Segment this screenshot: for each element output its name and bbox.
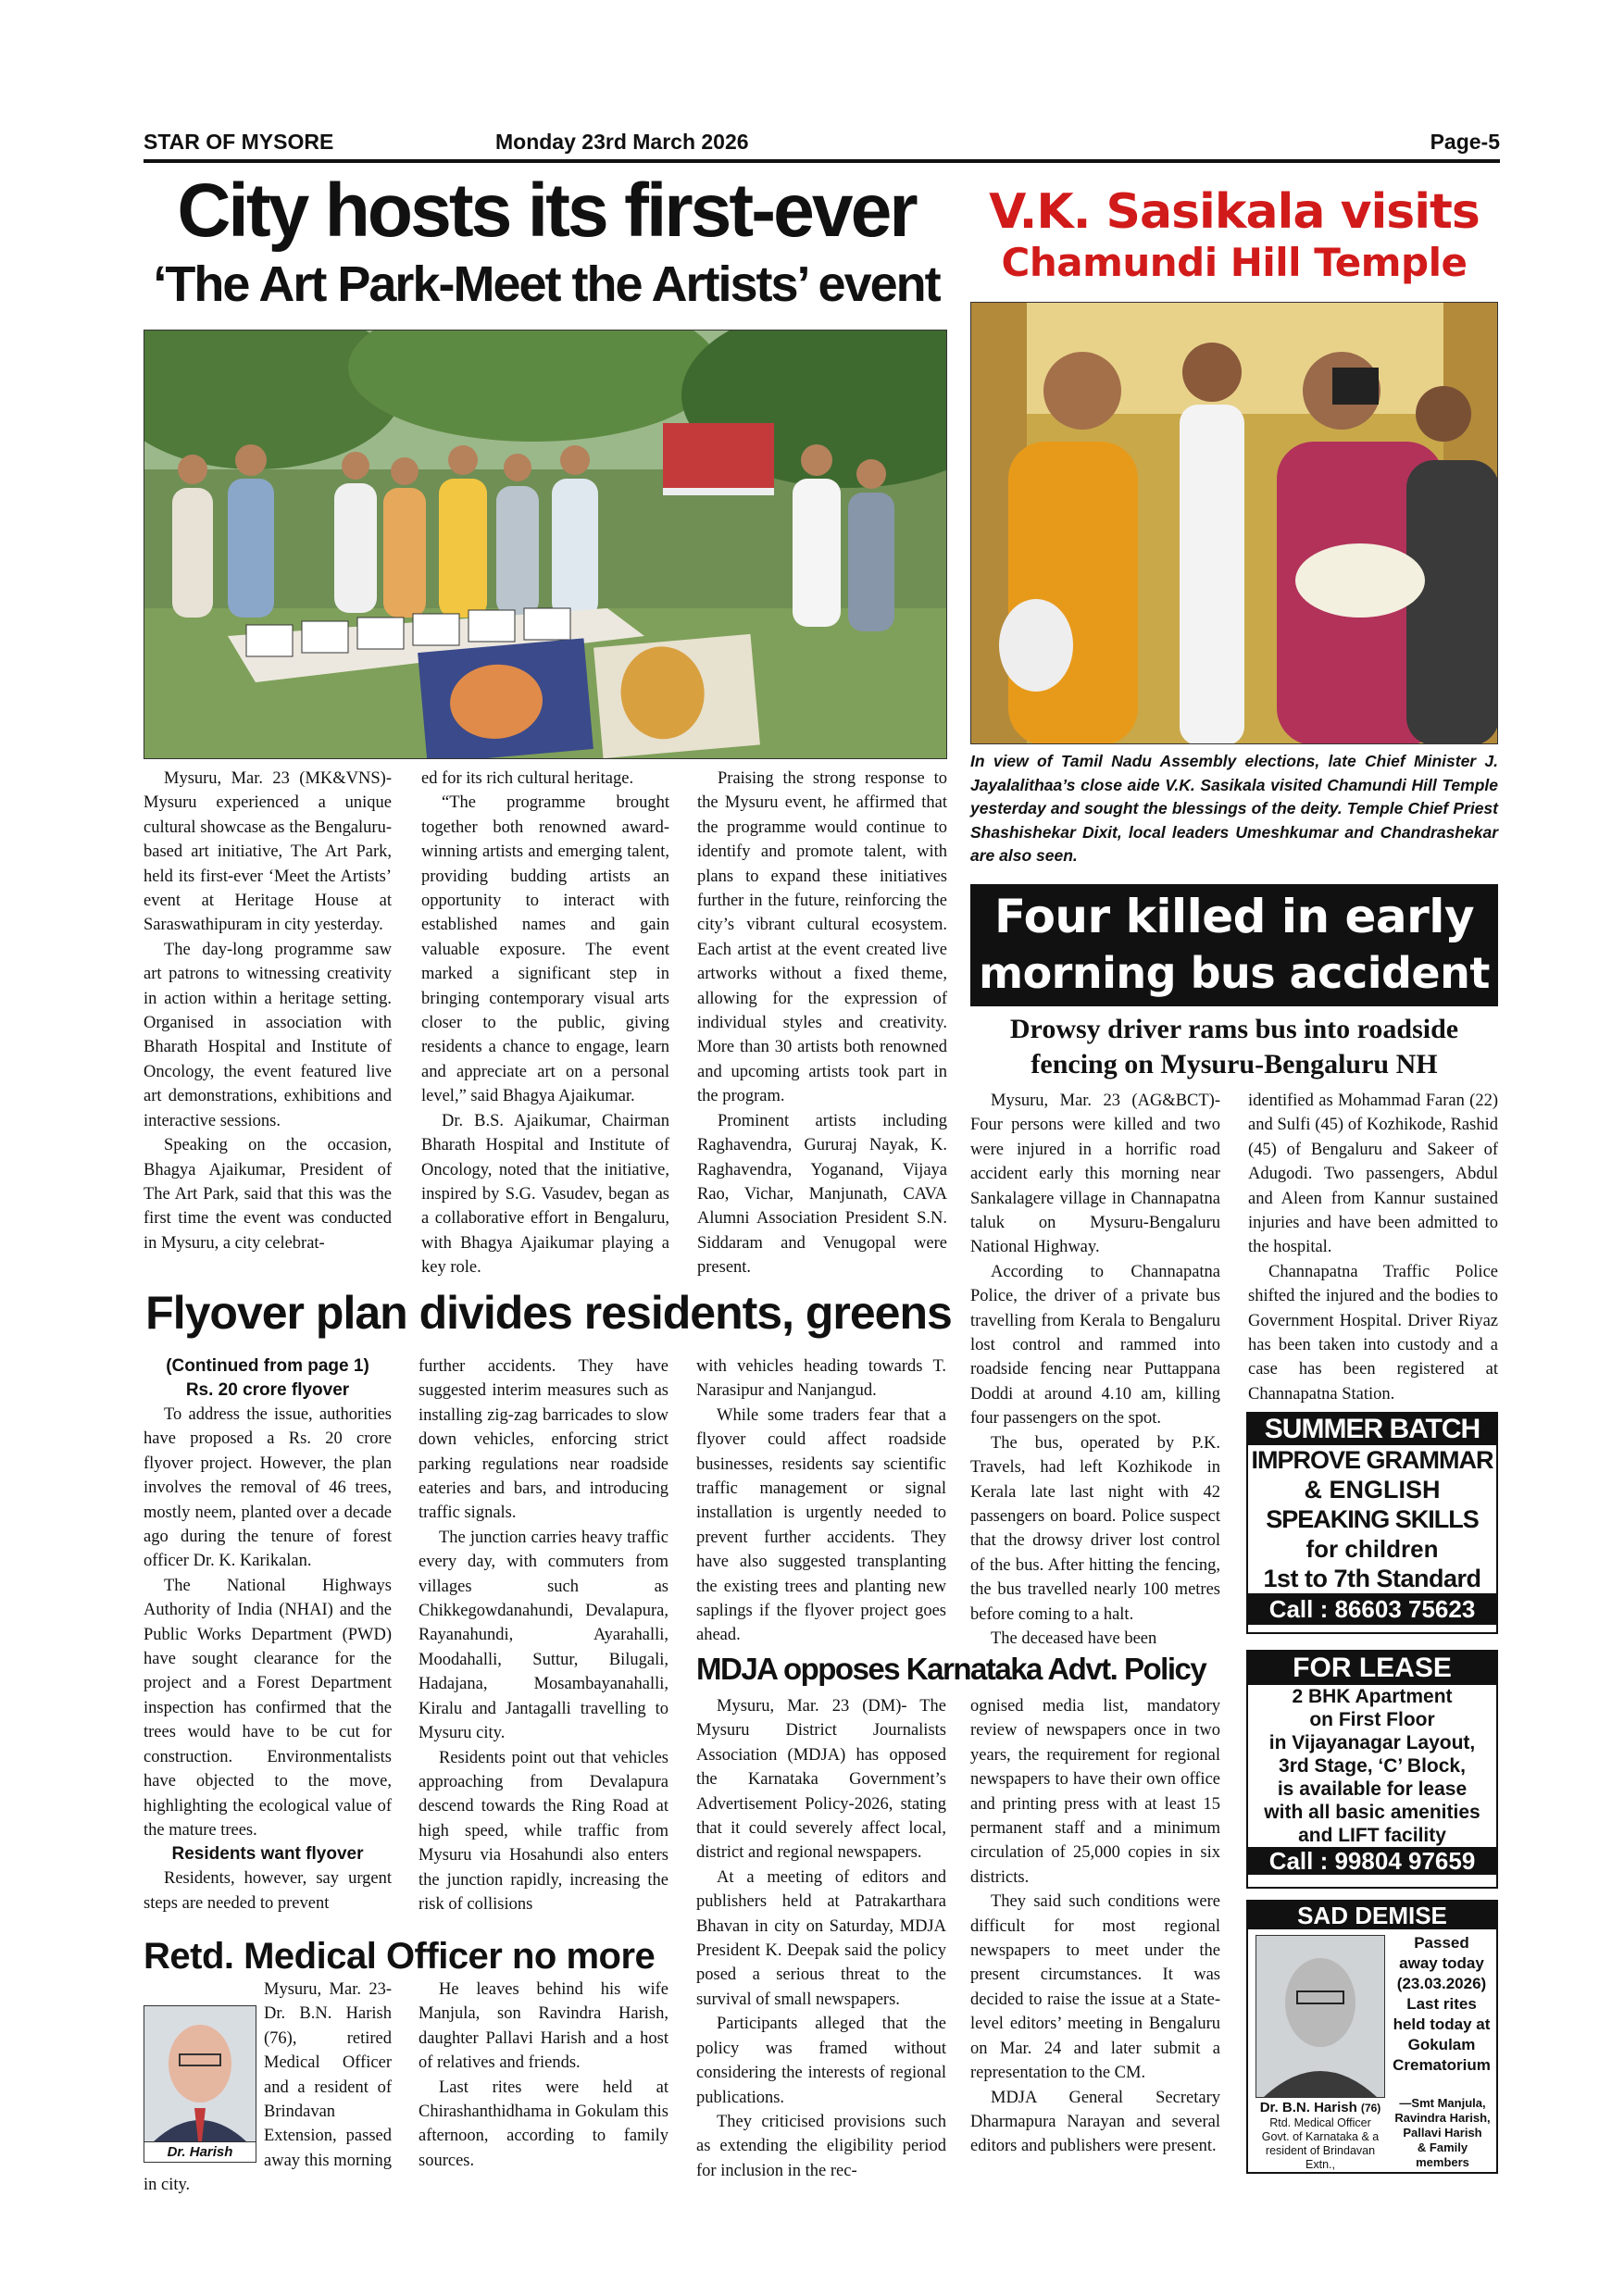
demise-family bbox=[1389, 2096, 1496, 2170]
mdja-para: MDJA General Secretary Dharmapura Narayan and several editors and publishers were present. bbox=[970, 2088, 1220, 2156]
mdja-para: At a meeting of editors and publishers held at Patrakarthara Bhavan in city on Saturday, MDJA President K. Deepak said the policy posed a serious threat to the survival of small newspapers. bbox=[696, 1867, 946, 2009]
bus-headline bbox=[970, 884, 1498, 1006]
sasikala-caption: In view of Tamil Nadu Assembly elections, late Chief Minister J. Jayalalithaa’s close aide V.K. Sasikala visited Chamundi Hill Temple yesterday and sought the blessings of the deity. Temple Chief Priest Shashishekar Dixit, local leaders Umeshkumar and Chandrashekar are also seen. bbox=[970, 752, 1498, 865]
art-para: Praising the strong response to the Mysuru event, he affirmed that the programme would continue to identify and promote talent, with plans to expand these initiatives further in the future, reinforcing the city’s vibrant cultural ecosystem. Each artist at the event created live artworks without a fixed theme, allowing for the expression of individual styles and creativity. More than 30 artists both renowned and upcoming artists took part in the program. bbox=[697, 769, 947, 1106]
summer-ad-line: 1st to 7th Standard bbox=[1263, 1565, 1481, 1592]
demise-detail: resident of Brindavan Extn., bbox=[1265, 2144, 1376, 2171]
sasikala-photo bbox=[970, 302, 1498, 744]
summer-ad-line: & ENGLISH bbox=[1304, 1476, 1441, 1504]
obit-photo-caption: Dr. Harish bbox=[144, 2141, 256, 2162]
flyover-para: with vehicles heading towards T. Narasipur and Nanjangud. bbox=[696, 1357, 946, 1401]
obit-photo-spacer bbox=[144, 2003, 264, 2163]
art-para: “The programme brought together both renowned award-winning artists and emerging talent, providing budding artists an opportunity to interact with established names and gain valuable exposure. The event marked a significant step in bringing contemporary visual arts closer to the public, giving residents a chance to engage, learn and appreciate art on a personal level,” said Bhagya Ajaikumar. bbox=[421, 793, 669, 1106]
sasikala-headline-line2: Chamundi Hill Temple bbox=[1001, 240, 1468, 285]
art-para: ed for its rich cultural heritage. bbox=[421, 769, 634, 788]
lease-ad-line: 3rd Stage, ‘C’ Block, bbox=[1279, 1755, 1466, 1777]
demise-family-line: Pallavi Harish bbox=[1403, 2126, 1482, 2140]
demise-line: Gokulam bbox=[1407, 2036, 1476, 2053]
lease-ad-line: in Vijayanagar Layout, bbox=[1268, 1732, 1476, 1753]
obit-col-2 bbox=[418, 1978, 668, 2173]
demise-name-block bbox=[1252, 2100, 1389, 2172]
demise-age: (76) bbox=[1360, 2102, 1381, 2115]
flyover-para: While some traders fear that a flyover could affect roadside businesses, residents say scientific traffic management or signal installation is urgently needed to prevent further accidents. They have also suggested transplanting the existing trees and planting new saplings if the flyover project goes ahead. bbox=[696, 1405, 946, 1645]
bus-col-1 bbox=[970, 1089, 1220, 1651]
issue-date: Monday 23rd March 2026 bbox=[495, 130, 749, 154]
lease-ad-line: 2 BHK Apartment bbox=[1292, 1686, 1453, 1707]
bus-para: The deceased have been bbox=[991, 1628, 1157, 1648]
sasikala-headline-line1: V.K. Sasikala visits bbox=[989, 184, 1480, 240]
bus-para: The bus, operated by P.K. Travels, had left Kozhikode in Kerala late last night with 42 passengers on board. Police suspect that the drowsy driver lost control of the bus. After hitting the fencing, the bus travelled nearly 100 metres before coming to a halt. bbox=[970, 1433, 1220, 1624]
flyover-para: To address the issue, authorities have proposed a Rs. 20 crore flyover project. However, the plan involves the removal of 46 trees, mostly neem, planted over a decade ago during the tenure of forest officer Dr. K. Karikalan. bbox=[144, 1405, 392, 1571]
demise-detail: Govt. of Karnataka & a bbox=[1261, 2130, 1380, 2143]
mdja-para: Mysuru, Mar. 23 (DM)- The Mysuru District Journalists Association (MDJA) has opposed the Karnataka Government’s Advertisement Policy-2026, stating that it could severely affect local, district and regional newspapers. bbox=[696, 1697, 946, 1863]
for-lease-ad bbox=[1246, 1650, 1498, 1889]
lease-ad-title: FOR LEASE bbox=[1248, 1652, 1496, 1685]
demise-line: Passed bbox=[1414, 1934, 1469, 1952]
lease-ad-line: on First Floor bbox=[1309, 1709, 1435, 1730]
bus-para: According to Channapatna Police, the driver of a private bus travelling from Kerala to Bengaluru lost control and rammed into roadside fencing near Puttappana Doddi at around 4.10 am, killing four passengers on the spot. bbox=[970, 1262, 1220, 1429]
demise-family-line: & Family bbox=[1417, 2140, 1468, 2154]
bus-para: Mysuru, Mar. 23 (AG&BCT)- Four persons were killed and two were injured in a horrific road accident early this morning near Sankalagere village in Channapatna taluk on Mysuru-Bengaluru National Highway. bbox=[970, 1092, 1220, 1257]
flyover-col-1 bbox=[144, 1354, 392, 1915]
flyover-headline: Flyover plan divides residents, greens bbox=[145, 1287, 952, 1339]
demise-line: away today bbox=[1399, 1954, 1484, 1972]
summer-ad-line: for children bbox=[1305, 1535, 1439, 1563]
mdja-col-1 bbox=[696, 1694, 946, 2183]
mdja-headline: MDJA opposes Karnataka Advt. Policy bbox=[696, 1652, 1206, 1686]
bus-subheadline bbox=[970, 1012, 1498, 1082]
lease-ad-line: with all basic amenities bbox=[1264, 1802, 1480, 1823]
art-para: Prominent artists including Raghavendra, Gururaj Nayak, K. Raghavendra, Yoganand, Vijaya Rao, Vichar, Manjunath, CAVA Alumni Association President S.N. Siddaram and Venugopal were present. bbox=[697, 1111, 947, 1278]
demise-line: Last rites bbox=[1406, 1995, 1477, 2013]
summer-ad-line: SPEAKING SKILLS bbox=[1266, 1505, 1479, 1533]
flyover-para: The National Highways Authority of India (NHAI) and the Public Works Department (PWD) have sought clearance for the project and a Forest Department inspection has confirmed that the trees would have to be cut for construction. Environmentalists have objected to the move, highlighting the ecological value of the mature trees. bbox=[144, 1576, 392, 1840]
sasikala-headline bbox=[970, 185, 1498, 287]
obit-para: Mysuru, Mar. 23- Dr. B.N. Harish (76), retired Medical Officer and a resident of Brindavan Extension, passed away this morning in city. bbox=[144, 1980, 392, 2195]
flyover-col-3 bbox=[696, 1354, 946, 1648]
flyover-para: Residents, however, say urgent steps are needed to prevent bbox=[144, 1869, 392, 1913]
obit-para: He leaves behind his wife Manjula, son Ravindra Harish, daughter Pallavi Harish and a host of relatives and friends. bbox=[418, 1980, 668, 2073]
art-subheadline: ‘The Art Park-Meet the Artists’ event bbox=[153, 256, 940, 312]
art-park-photo bbox=[144, 330, 947, 759]
mdja-para: Participants alleged that the policy was framed without considering the interests of regional publications. bbox=[696, 2015, 946, 2107]
flyover-para: Residents point out that vehicles approaching from Devalapura descend towards the Ring Road at high speed, while traffic from Mysuru via Hosahundi also enters the junction rapidly, increasing the risk of collisions bbox=[418, 1748, 668, 1914]
bus-sub-line1: Drowsy driver rams bus into roadside bbox=[1009, 1014, 1459, 1044]
paper-name: STAR OF MYSORE bbox=[144, 130, 334, 154]
lease-ad-line: is available for lease bbox=[1277, 1778, 1468, 1800]
demise-ad-title: SAD DEMISE bbox=[1248, 1902, 1496, 1929]
demise-family-line: Ravindra Harish, bbox=[1394, 2111, 1491, 2125]
demise-name-row bbox=[1252, 2100, 1389, 2116]
summer-ad-phone: Call : 86603 75623 bbox=[1248, 1593, 1496, 1625]
continued-note: (Continued from page 1) bbox=[166, 1356, 369, 1376]
demise-right-text bbox=[1387, 1933, 1496, 2076]
demise-line: held today at bbox=[1393, 2015, 1491, 2033]
demise-line: (23.03.2026) bbox=[1396, 1975, 1487, 1992]
demise-name: Dr. B.N. Harish bbox=[1259, 2100, 1357, 2115]
sad-demise-ad bbox=[1246, 1900, 1498, 2174]
flyover-subhead-1: Rs. 20 crore flyover bbox=[185, 1380, 350, 1400]
mdja-col-2 bbox=[970, 1694, 1220, 2159]
mdja-para: They said such conditions were difficult for most regional newspapers to meet under the present circumstances. It was decided to raise the issue at a State-level editors’ meeting in Bengaluru on Mar. 24 and later submit a representation to the CM. bbox=[970, 1892, 1220, 2083]
demise-family-line: members bbox=[1416, 2155, 1469, 2169]
art-para: Dr. B.S. Ajaikumar, Chairman Bharath Hospital and Institute of Oncology, noted that the initiative, inspired by S.G. Vasudev, began as a collaborative effort in Bengaluru, with Bhagya Ajaikumar playing a key role. bbox=[421, 1111, 669, 1278]
art-col-2 bbox=[421, 767, 669, 1280]
lease-ad-phone: Call : 99804 97659 bbox=[1248, 1847, 1496, 1875]
obit-para: Last rites were held at Chirashanthidhama in Gokulam this afternoon, according to family sources. bbox=[418, 2078, 668, 2170]
demise-photo bbox=[1255, 1935, 1385, 2098]
mdja-para: ognised media list, mandatory review of newspapers once in two years, the requirement for regional newspapers to have their own office and printing press with at least 15 permanent staff and a minimum circulation of 25,000 copies in six districts. bbox=[970, 1697, 1220, 1887]
bus-headline-line1: Four killed in early bbox=[993, 890, 1475, 943]
flyover-para: The junction carries heavy traffic every day, with commuters from villages such as Chikkegowdanahundi, Devalapura, Rayanahundi, Ayarahalli, Moodahalli, Suttur, Bilugali, Hadajana, Mosambayanahalli, Kiralu and Jantagalli travelling to Mysuru city. bbox=[418, 1528, 668, 1743]
summer-batch-ad bbox=[1246, 1412, 1498, 1634]
art-para: Mysuru, Mar. 23 (MK&VNS)- Mysuru experienced a unique cultural showcase as the Bengaluru-based art initiative, The Art Park, held its first-ever ‘Meet the Artists’ event at Heritage House at Saraswathipuram in city yesterday. bbox=[144, 769, 392, 935]
bus-headline-line2: morning bus accident bbox=[979, 948, 1490, 998]
lease-ad-line: and LIFT facility bbox=[1298, 1825, 1446, 1846]
art-para: Speaking on the occasion, Bhagya Ajaikumar, President of The Art Park, said that this was the first time the event was conducted in Mysuru, a city celebrat- bbox=[144, 1136, 392, 1253]
demise-line: Crematorium bbox=[1393, 2056, 1491, 2074]
demise-family-line: —Smt Manjula, bbox=[1399, 2096, 1486, 2110]
bus-para: Channapatna Traffic Police shifted the injured and the bodies to Government Hospital. Driver Riyaz has been taken into custody and a case has been registered at Channapatna Station. bbox=[1248, 1262, 1498, 1404]
flyover-subhead-2: Residents want flyover bbox=[171, 1844, 364, 1865]
masthead bbox=[144, 128, 1500, 163]
page-number: Page-5 bbox=[1430, 130, 1500, 154]
art-col-3 bbox=[697, 767, 947, 1280]
summer-ad-title: SUMMER BATCH bbox=[1248, 1414, 1496, 1445]
art-col-1 bbox=[144, 767, 392, 1255]
bus-para: identified as Mohammad Faran (22) and Sulfi (45) of Kozhikode, Rashid (45) of Bengaluru and Sakeer of Adugodi. Two passengers, Abdul and Aleen from Kannur sustained injuries and have been admitted to the hospital. bbox=[1248, 1092, 1498, 1257]
obit-headline: Retd. Medical Officer no more bbox=[144, 1936, 656, 1977]
obit-col-1 bbox=[144, 1978, 392, 2198]
summer-ad-line: IMPROVE GRAMMAR bbox=[1251, 1446, 1493, 1474]
flyover-para: further accidents. They have suggested interim measures such as installing zig-zag barricades to slow down vehicles, enforcing strict parking regulations near roadside eateries and bars, and introducing traffic signals. bbox=[418, 1357, 668, 1523]
art-para: The day-long programme saw art patrons to witnessing creativity in action within a heritage setting. Organised in association with Bharath Hospital and Institute of Oncology, the event featured live art demonstrations, exhibitions and interactive sessions. bbox=[144, 940, 392, 1130]
demise-detail: Rtd. Medical Officer bbox=[1269, 2116, 1371, 2129]
mdja-para: They criticised provisions such as extending the eligibility period for inclusion in the rec- bbox=[696, 2112, 946, 2180]
bus-col-2 bbox=[1248, 1089, 1498, 1406]
art-headline: City hosts its first-ever bbox=[177, 168, 916, 253]
bus-sub-line2: fencing on Mysuru-Bengaluru NH bbox=[1031, 1049, 1438, 1079]
flyover-col-2 bbox=[418, 1354, 668, 1916]
